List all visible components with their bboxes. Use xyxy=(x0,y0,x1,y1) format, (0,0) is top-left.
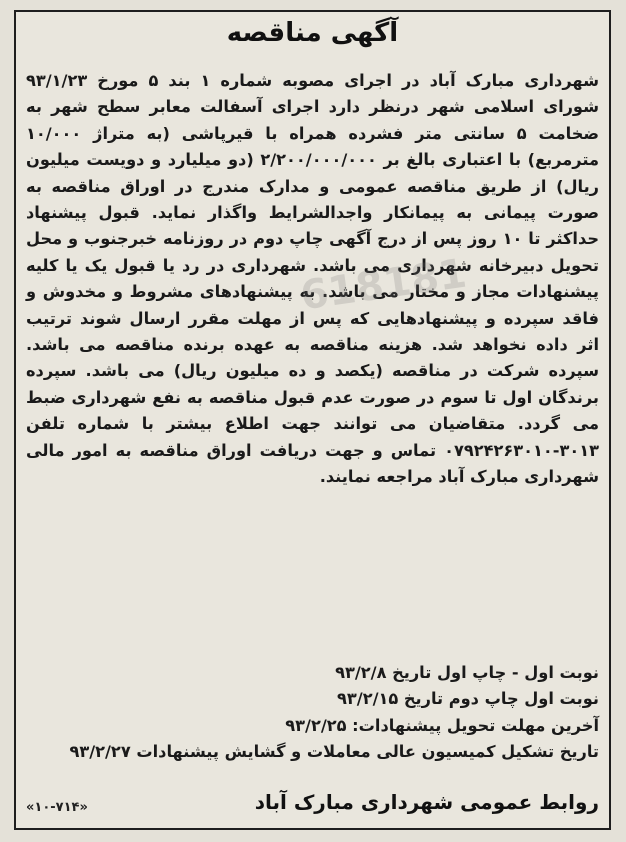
second-publication-date: نوبت اول چاپ دوم تاریخ ۹۳/۲/۱۵ xyxy=(337,689,599,709)
notice-frame xyxy=(14,10,611,830)
first-publication-date: نوبت اول - چاپ اول تاریخ ۹۳/۲/۸ xyxy=(335,663,599,682)
notice-paragraph: شهرداری مبارک آباد در اجرای مصوبه شماره ۱ بند ۵ مورخ ۹۳/۱/۲۳ شورای اسلامی شهر درنظر دارد اجرای آسفالت معابر سطح شهر به ضخامت ۵ سانتی متر فشرده همراه با قیرپاشی (به متراژ ۱۰/۰۰۰ مترمربع) با اعتباری بالغ بر ۲/۲۰۰/۰۰۰/۰۰۰ (دو میلیارد و دویست میلیون ریال) از طریق مناقصه عمومی و مدارک مندرج در اوراق مناقصه به صورت پیمانی به پیمانکار واجدالشرایط واگذار نماید. قبول پیشنهاد حداکثر تا ۱۰ روز پس از درج آگهی چاپ دوم در روزنامه خبرجنوب و محل تحویل دبیرخانه شهرداری می باشد. شهرداری در رد یا قبول یک یا کلیه پیشنهادات مجاز و مختار می باشد. به پیشنهادهای مشروط و مخدوش و فاقد سپرده و پیشنهادهایی که پس از مهلت مقرر ارسال شوند ترتیب اثر داده نخواهد شد. هزینه مناقصه به عهده برنده مناقصه می باشد. سپرده شرکت در مناقصه (یکصد و ده میلیون ریال) می باشد. سپرده برندگان اول تا سوم در صورت عدم قبول مناقصه به نفع شهرداری ضبط می گردد. متقاضیان می توانند جهت اطلاع بیشتر با شماره تلفن ۳۰۱۳-۰۷۹۲۴۲۶۳۰۱۰ تماس و جهت دریافت اوراق مناقصه به امور مالی شهرداری مبارک آباد مراجعه نمایند. xyxy=(26,71,600,487)
commission-date: تاریخ تشکیل کمیسیون عالی معاملات و گشایش پیشنهادات ۹۳/۲/۲۷ xyxy=(69,742,599,762)
stamp-watermark: 618181 xyxy=(297,250,470,320)
schedule-lines xyxy=(26,660,599,766)
public-relations-signature: روابط عمومی شهرداری مبارک آباد xyxy=(254,790,599,814)
notice-body xyxy=(26,68,599,491)
submission-deadline: آخرین مهلت تحویل پیشنهادات: ۹۳/۲/۲۵ xyxy=(285,715,599,735)
notice-title: آگهی مناقصه xyxy=(226,18,399,48)
notice-footer xyxy=(26,790,599,820)
notice-code: «۱۰-۷۱۴» xyxy=(26,800,88,815)
